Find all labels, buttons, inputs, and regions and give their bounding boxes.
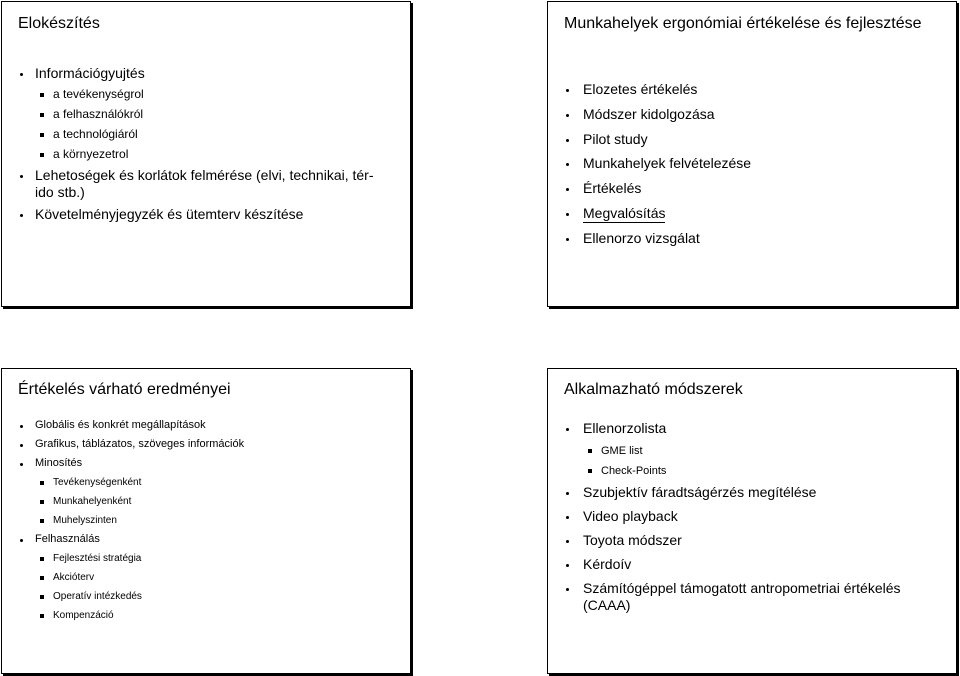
bullet-item: Értékelés (548, 180, 944, 197)
sub-bullet-item: Fejlesztési stratégia (2, 552, 398, 565)
bullet-list (2, 419, 398, 628)
slide-title: Elokészítés (18, 15, 100, 32)
bullet-item: Munkahelyek felvételezése (548, 155, 944, 172)
bullet-list (548, 420, 944, 621)
sub-bullet-item: Check-Points (548, 464, 944, 478)
bullet-item: Számítógéppel támogatott antropometriai értékelés (CAAA) (548, 580, 944, 614)
bullet-item: Módszer kidolgozása (548, 106, 944, 123)
bullet-item: Video playback (548, 508, 944, 525)
bullet-item: Felhasználás (2, 533, 398, 546)
sub-bullet-item: Tevékenységenként (2, 476, 398, 489)
bullet-list (548, 81, 944, 255)
slide-applicable-methods (547, 368, 957, 674)
bullet-item: Toyota módszer (548, 532, 944, 549)
underlined-text: Megvalósítás (583, 204, 666, 221)
bullet-item: Grafikus, táblázatos, szöveges információk (2, 438, 398, 451)
bullet-item: Elozetes értékelés (548, 81, 944, 98)
bullet-item: Szubjektív fáradtságérzés megítélése (548, 484, 944, 501)
bullet-item: Ellenorzo vizsgálat (548, 230, 944, 247)
sub-bullet-item: Munkahelyenként (2, 495, 398, 508)
slide-expected-results (1, 368, 411, 674)
bullet-item: Pilot study (548, 131, 944, 148)
slide-title: Értékelés várható eredményei (18, 381, 231, 398)
sub-bullet-item: a környezetrol (2, 147, 398, 162)
sub-bullet-item: GME list (548, 444, 944, 458)
bullet-item: Információgyujtés (2, 65, 398, 82)
sub-bullet-item: Kompenzáció (2, 609, 398, 622)
sub-bullet-item: Operatív intézkedés (2, 590, 398, 603)
sub-bullet-item: a felhasználókról (2, 107, 398, 122)
slide-preparation (1, 1, 411, 307)
bullet-item (548, 205, 944, 222)
bullet-item: Globális és konkrét megállapítások (2, 419, 398, 432)
bullet-item: Minosítés (2, 457, 398, 470)
sub-bullet-item: a technológiáról (2, 127, 398, 142)
sub-bullet-item: Muhelyszinten (2, 514, 398, 527)
slide-title: Alkalmazható módszerek (564, 381, 743, 398)
bullet-item: Követelményjegyzék és ütemterv készítése (2, 206, 398, 223)
sub-bullet-item: a tevékenységrol (2, 87, 398, 102)
bullet-list (2, 65, 398, 228)
bullet-item: Lehetoségek és korlátok felmérése (elvi, technikai, tér-ido stb.) (2, 167, 398, 201)
bullet-item: Kérdoív (548, 556, 944, 573)
slide-ergonomic-evaluation (547, 1, 957, 307)
bullet-item: Ellenorzolista (548, 420, 944, 437)
slide-title: Munkahelyek ergonómiai értékelése és fejlesztése (564, 15, 922, 32)
sub-bullet-item: Akcióterv (2, 571, 398, 584)
